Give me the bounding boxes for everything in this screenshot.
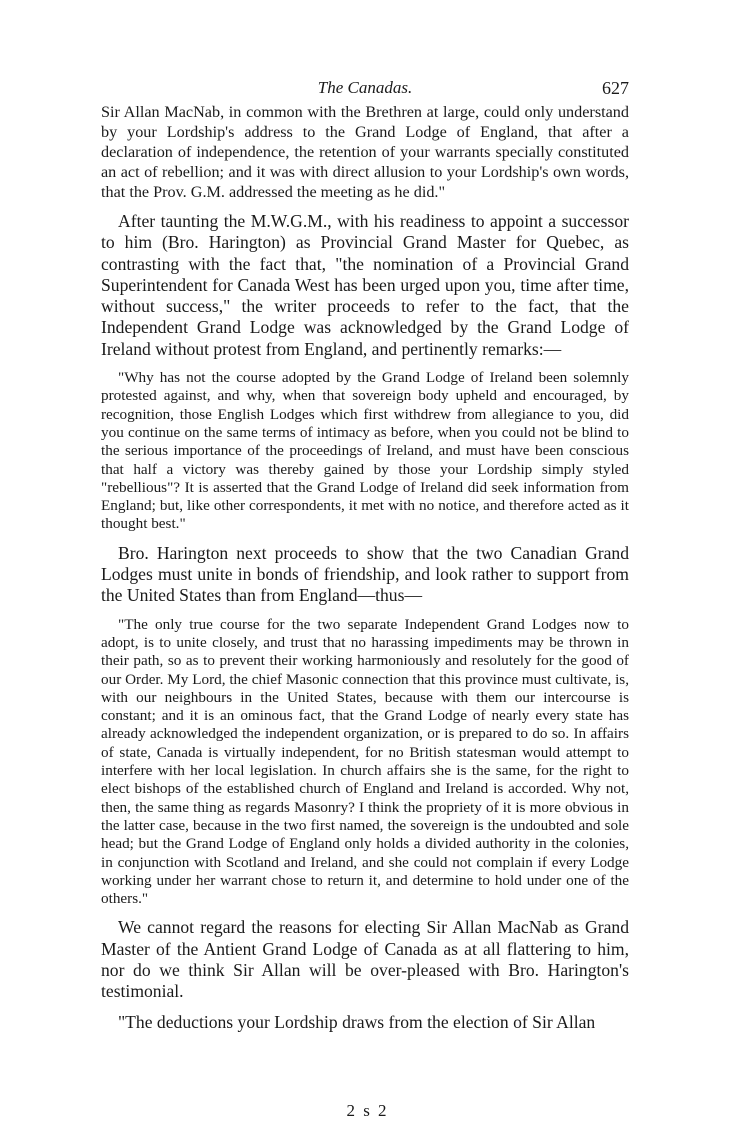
page-header bbox=[101, 76, 629, 102]
paragraph-1: Sir Allan MacNab, in common with the Brethren at large, could only understand by your Lordship's address to the Grand Lodge of England, that after a declaration of independence, the retention of your warrants specially constituted an act of rebellion; and it was with direct allusion to your Lordship's own words, that the Prov. G.M. addressed the meeting as he did." bbox=[101, 103, 629, 201]
paragraph-4: We cannot regard the reasons for electing Sir Allan MacNab as Grand Master of the Antient Grand Lodge of Canada as at all flattering to him, nor do we think Sir Allan will be over-pleased with Bro. Harington's testimonial. bbox=[101, 917, 629, 1002]
signature-mark: 2 s 2 bbox=[346, 1101, 389, 1120]
running-title: The Canadas. bbox=[317, 78, 413, 97]
paragraph-2: After taunting the M.W.G.M., with his readiness to appoint a successor to him (Bro. Harington) as Provincial Grand Master for Quebec, as contrasting with the fact that, "the nomination of a Provincial Grand Superintendent for Canada West has been urged upon you, time after time, without success," the writer proceeds to refer to the fact, that the Independent Grand Lodge was acknowledged by the Grand Lodge of Ireland without protest from England, and pertinently remarks:— bbox=[101, 211, 629, 359]
paragraph-5: "The deductions your Lordship draws from the election of Sir Allan bbox=[118, 1011, 596, 1032]
page bbox=[101, 76, 629, 1033]
paragraph-3: Bro. Harington next proceeds to show that the two Canadian Grand Lodges must unite in bonds of friendship, and look rather to support from the United States than from England—thus— bbox=[101, 542, 629, 606]
quote-2: "The only true course for the two separate Independent Grand Lodges now to adopt, is to unite closely, and trust that no harassing impediments may be thrown in their path, so as to prevent their working harmoniously and resolutely for the good of our Order. My Lord, the chief Masonic connection that this province must cultivate, is, with our neighbours in the United States, because with them our intercourse is constant; and it is an ominous fact, that the Grand Lodge of nearly every state has already acknowledged the independent organization, or is prepared to do so. In affairs of state, Canada is virtually independent, for no British statesman would attempt to interfere with her local legislation. In church affairs she is the same, for the right to elect bishops of the established church of England and Ireland is accorded. Why not, then, the same thing as regards Masonry? I think the propriety of it is more obvious in the latter case, because in the two first named, the sovereign is the undoubted and sole head; but the Grand Lodge of England only holds a divided authority in the colonies, in conjunction with Scotland and Ireland, and she could not complain if every Lodge working under her warrant chose to return it, and determine to hold under one of the others." bbox=[101, 615, 629, 908]
page-number: 627 bbox=[602, 78, 629, 98]
quote-1: "Why has not the course adopted by the Grand Lodge of Ireland been solemnly protested against, and why, when that sovereign body upheld and encouraged, by recognition, those English Lodges which first withdrew from allegiance to you, did you continue on the same terms of intimacy as before, when you could not be blind to the serious importance of the proceedings of Ireland, and must have been conscious that half a victory was thereby gained by those your Lordship simply styled "rebellious"? It is asserted that the Grand Lodge of Ireland did seek information from England; but, like other correspondents, it met with no notice, and therefore acted as it thought best." bbox=[101, 369, 629, 533]
